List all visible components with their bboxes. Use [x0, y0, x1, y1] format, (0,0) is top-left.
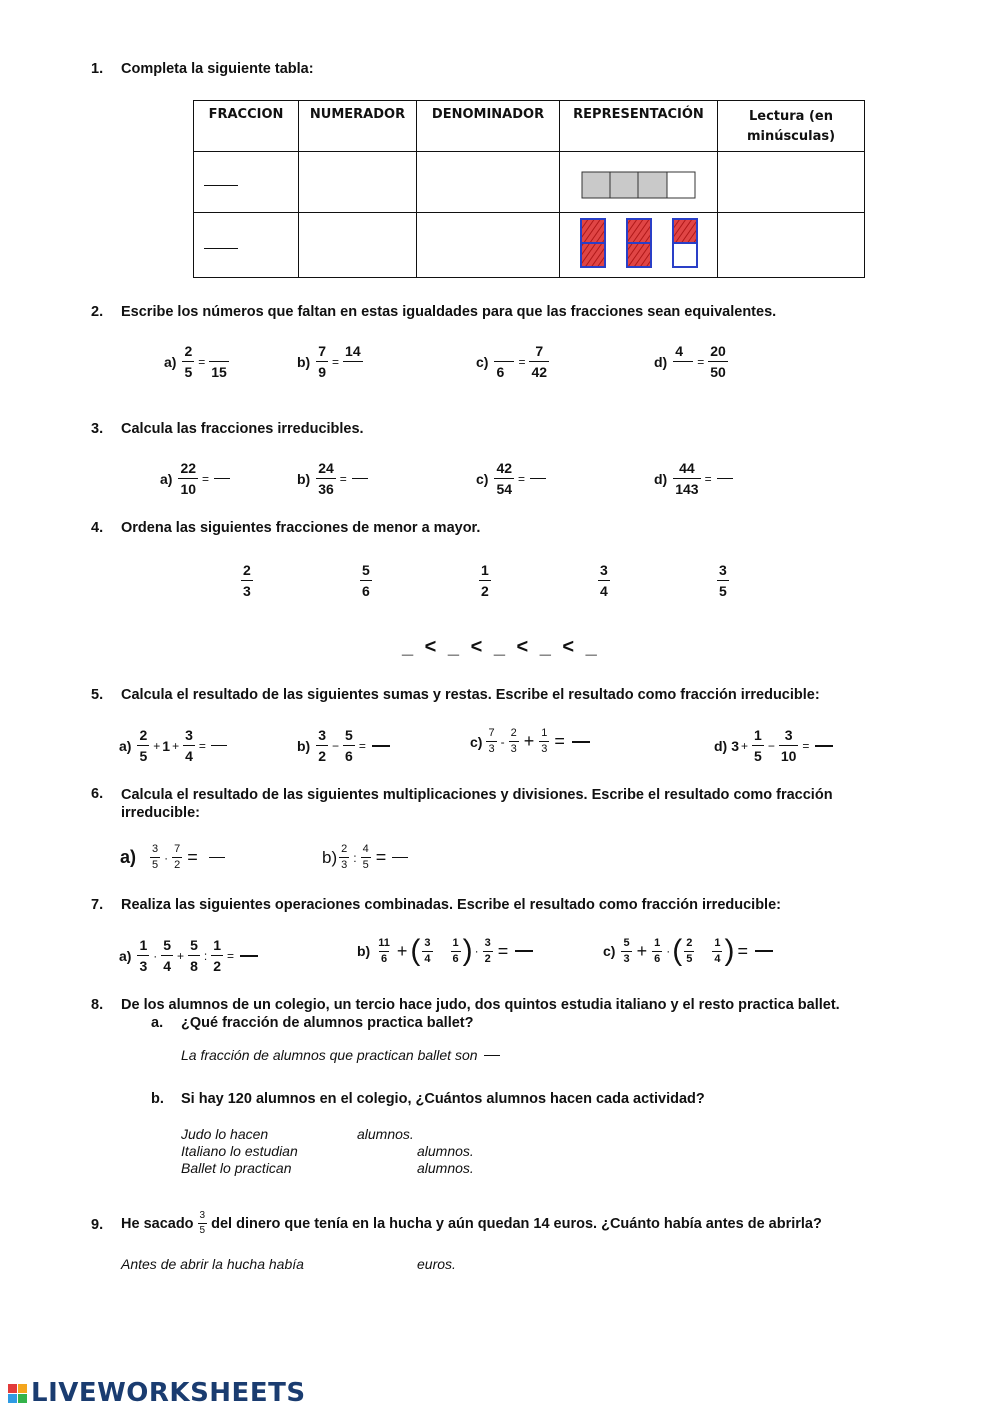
q5-item-b: b) 3 2 − $\frac{5}{6}$ =	[297, 728, 390, 763]
answer-blank[interactable]	[717, 478, 733, 479]
q7-item-b: b) 11 6 + ( 3 4 1 6 ) · $\frac{3}{2}$ =	[357, 936, 533, 966]
q5-number: 5.	[91, 687, 104, 703]
answer-blank[interactable]	[352, 478, 368, 479]
q1-table	[193, 100, 865, 278]
boxes-representation	[560, 215, 717, 271]
q3-number: 3.	[91, 421, 104, 437]
fraction-cell[interactable]	[194, 213, 299, 278]
answer-blank[interactable]	[240, 955, 258, 957]
q5-item-c: c) 7 3 - 2 3 + $\frac{1}{3}$ =	[470, 728, 590, 755]
q8a-label: a.	[151, 1015, 164, 1031]
item-label: c)	[476, 353, 489, 370]
header-representacion: REPRESENTACIÓN	[560, 101, 718, 152]
q8-statement: De los alumnos de un colegio, un tercio hace judo, dos quintos estudia italiano y el resto practica ballet.	[121, 997, 840, 1013]
q5-item-d: d) 3 + $\frac{1}{5}$ − $\frac{3}{10}$ =	[714, 728, 833, 763]
q6-item-b: b) 2 3 : $\frac{4}{5}$ =	[322, 844, 408, 871]
q3-item-d: d) $\frac{44}{143}$ =	[654, 461, 733, 496]
header-numerador: NUMERADOR	[299, 101, 417, 152]
numerator-cell[interactable]	[299, 152, 417, 213]
q7-statement: Realiza las siguientes operaciones combinadas. Escribe el resultado como fracción irreducible:	[121, 897, 781, 913]
item-label: d)	[654, 353, 668, 370]
logo-text: LIVEWORKSHEETS	[31, 1378, 306, 1408]
q7-item-c: c) 5 3 + $\frac{1}{6}$ · ( 2 5 1 4 ) =	[603, 936, 773, 966]
q1-number: 1.	[91, 61, 104, 77]
answer-blank[interactable]	[484, 1055, 500, 1056]
answer-input[interactable]	[209, 344, 229, 361]
answer-blank[interactable]	[815, 745, 833, 747]
q9-answer-label: Antes de abrir la hucha había	[121, 1256, 304, 1272]
q4-statement: Ordena las siguientes fracciones de menor a mayor.	[121, 520, 481, 536]
q2-statement: Escribe los números que faltan en estas igualdades para que las fracciones sean equivalentes.	[121, 304, 777, 320]
q9-statement: He sacado 3 5 del dinero que tenía en la hucha y aún quedan 14 euros. ¿Cuánto había antes de abrirla?	[121, 1210, 822, 1236]
table-row	[194, 213, 865, 278]
table-row	[194, 152, 865, 213]
header-denominador: DENOMINADOR	[417, 101, 560, 152]
q2-item-b: b) $\frac{7}{9}$ = 14	[297, 344, 365, 379]
denominator-cell[interactable]	[417, 152, 560, 213]
reading-cell[interactable]	[718, 213, 865, 278]
representation-cell	[560, 213, 718, 278]
q4-fraction: 3 4	[600, 562, 608, 599]
bar-representation	[560, 160, 717, 200]
answer-blank[interactable]	[209, 857, 225, 858]
q4-fraction: 2 3	[243, 562, 251, 599]
q3-item-c: c) $\frac{42}{54}$ =	[476, 461, 546, 496]
liveworksheets-logo	[8, 1378, 306, 1408]
box-2	[627, 219, 651, 267]
answer-input[interactable]	[673, 361, 693, 379]
answer-blank[interactable]	[755, 950, 773, 952]
q7-number: 7.	[91, 897, 104, 913]
bar-part-shaded	[638, 172, 667, 198]
logo-icon	[8, 1384, 27, 1403]
q6-number: 6.	[91, 786, 104, 802]
q8b-line-italiano-unit: alumnos.	[417, 1143, 474, 1159]
q8b-line-ballet-label: Ballet lo practican	[181, 1160, 292, 1176]
denominator-cell[interactable]	[417, 213, 560, 278]
q8-number: 8.	[91, 997, 104, 1013]
box-3	[673, 219, 697, 267]
numerator-cell[interactable]	[299, 213, 417, 278]
q8a-question: ¿Qué fracción de alumnos practica ballet?	[181, 1015, 474, 1031]
q4-fraction: 1 2	[481, 562, 489, 599]
header-fraccion: FRACCION	[194, 101, 299, 152]
reading-cell[interactable]	[718, 152, 865, 213]
answer-blank[interactable]	[372, 745, 390, 747]
answer-blank[interactable]	[530, 478, 546, 479]
q8b-line-judo-label: Judo lo hacen	[181, 1126, 269, 1142]
q8b-line-ballet-unit: alumnos.	[417, 1160, 474, 1176]
q4-fraction: 5 6	[362, 562, 370, 599]
answer-blank[interactable]	[211, 745, 227, 746]
q8b-line-italiano-label: Italiano lo estudian	[181, 1143, 298, 1159]
q3-statement: Calcula las fracciones irreducibles.	[121, 421, 364, 437]
q8a-answer: La fracción de alumnos que practican ballet son	[181, 1047, 500, 1063]
answer-blank[interactable]	[515, 950, 533, 952]
q8b-line-judo-unit: alumnos.	[357, 1126, 414, 1142]
answer-blank[interactable]	[572, 741, 590, 743]
q5-item-a: a) 2 5 + 1 + $\frac{3}{4}$ =	[119, 728, 227, 763]
order-answer-line[interactable]: _ < _ < _ < _ < _	[402, 636, 600, 658]
q8b-question: Si hay 120 alumnos en el colegio, ¿Cuántos alumnos hacen cada actividad?	[181, 1091, 705, 1107]
representation-cell	[560, 152, 718, 213]
q9-answer-unit: euros.	[417, 1256, 456, 1272]
q9-number: 9.	[91, 1217, 104, 1233]
bar-part-empty	[667, 172, 695, 198]
fraction-cell[interactable]	[194, 152, 299, 213]
answer-input[interactable]	[343, 361, 363, 379]
q4-number: 4.	[91, 520, 104, 536]
header-lectura: Lectura (en minúsculas)	[718, 101, 865, 152]
answer-blank[interactable]	[392, 857, 408, 858]
fraction-line	[204, 185, 238, 186]
q2-item-a: a) $\frac{2}{5}$ = 15	[164, 344, 231, 379]
q8b-label: b.	[151, 1091, 164, 1107]
bar-part-shaded	[582, 172, 610, 198]
q6-item-a: a) 3 5 · $\frac{7}{2}$ =	[120, 844, 225, 871]
fraction-line	[204, 248, 238, 249]
q2-item-c: c) 6 = $\frac{7}{42}$	[476, 343, 548, 380]
item-label: a)	[164, 353, 177, 370]
q4-fraction: 3 5	[719, 562, 727, 599]
q2-number: 2.	[91, 304, 104, 320]
box-1	[581, 219, 605, 267]
q7-item-a: a) 1 3 · 5 4 + $\frac{5}{8}$ : $\frac{1}{2}$ =	[119, 938, 258, 973]
q2-item-d: d) 4 = $\frac{20}{50}$	[654, 343, 726, 380]
bar-part-shaded	[610, 172, 638, 198]
q1-statement: Completa la siguiente tabla:	[121, 61, 314, 77]
q3-item-a: a) $\frac{22}{10}$ =	[160, 461, 230, 496]
answer-input[interactable]	[494, 344, 514, 361]
item-label: b)	[297, 353, 311, 370]
q3-item-b: b) $\frac{24}{36}$ =	[297, 461, 368, 496]
q6-statement: Calcula el resultado de las siguientes multiplicaciones y divisiones. Escribe el resultado como fracción irreducible:	[121, 787, 833, 821]
q5-statement: Calcula el resultado de las siguientes sumas y restas. Escribe el resultado como fracción irreducible:	[121, 687, 820, 703]
answer-blank[interactable]	[214, 478, 230, 479]
